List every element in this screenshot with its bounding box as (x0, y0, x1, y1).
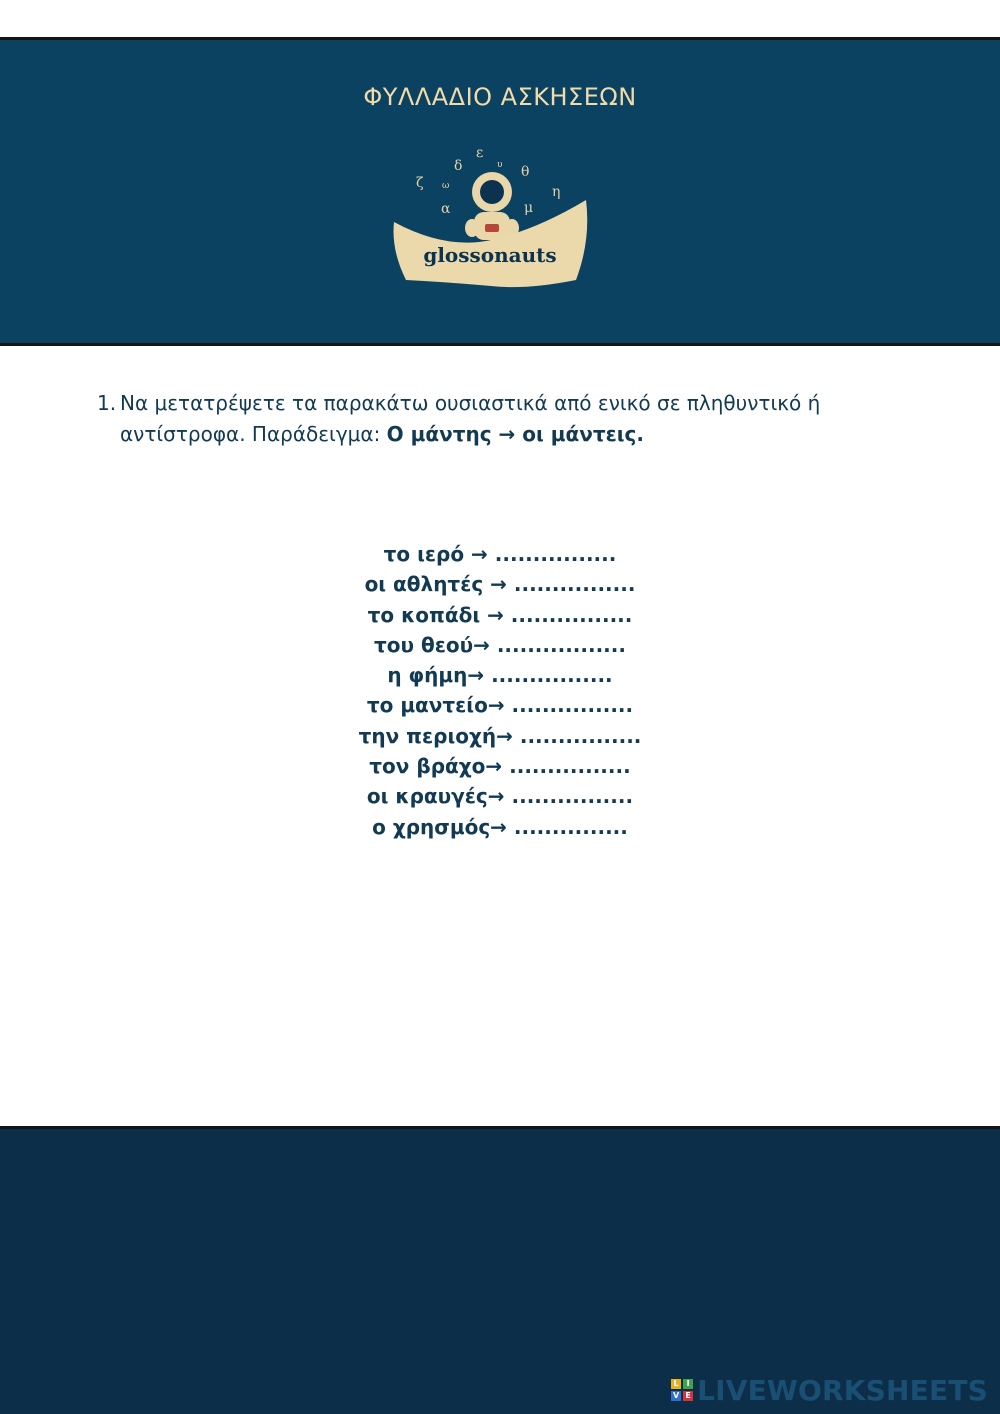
exercise-item[interactable]: την περιοχή→ ................ (358, 723, 642, 748)
svg-text:υ: υ (497, 160, 503, 170)
svg-text:μ: μ (524, 200, 534, 216)
exercise-item[interactable]: το μαντείο→ ................ (366, 693, 634, 718)
exercise-number: 1. (97, 391, 117, 415)
exercise-instruction (97, 388, 857, 450)
exercise-item[interactable]: το ιερό → ................ (383, 542, 617, 566)
exercise-item[interactable]: ο χρησμός→ ............... (372, 814, 628, 839)
svg-text:ω: ω (442, 181, 450, 191)
liveworksheets-text: LIVEWORKSHEETS (697, 1373, 988, 1407)
svg-text:ζ: ζ (416, 175, 424, 191)
sheet-title: ΦΥΛΛΑΔΙΟ ΑΣΚΗΣΕΩΝ (363, 83, 637, 111)
exercise-item[interactable]: το κοπάδι → ................ (367, 602, 633, 627)
exercise-text (120, 388, 857, 450)
exercise-items (0, 539, 1000, 842)
liveworksheets-watermark (671, 1374, 988, 1406)
exercise-prompt: Να μετατρέψετε τα παρακάτω ουσιαστικά από ενικό σε πληθυντικό ή αντίστροφα. Παράδειγμα: (120, 391, 821, 446)
exercise-item[interactable]: οι κραυγές→ ................ (366, 784, 634, 809)
exercise-item[interactable]: οι αθλητές → ................ (364, 572, 636, 597)
exercise-item[interactable]: του θεού→ ................. (374, 632, 626, 657)
svg-text:θ: θ (521, 164, 530, 180)
exercise-example: Ο μάντης → οι μάντεις. (386, 422, 644, 446)
svg-text:η: η (552, 184, 561, 200)
exercise-item[interactable]: τον βράχο→ ................ (369, 754, 631, 779)
svg-text:ε: ε (476, 145, 484, 161)
liveworksheets-icon: L I V E (671, 1379, 693, 1401)
logo-wordmark: glossonauts (423, 243, 557, 267)
glossonauts-logo (386, 140, 596, 290)
footer-band (0, 1126, 1000, 1414)
svg-text:δ: δ (454, 158, 463, 174)
svg-text:α: α (441, 201, 451, 217)
exercise-item[interactable]: η φήμη→ ................ (387, 663, 613, 688)
